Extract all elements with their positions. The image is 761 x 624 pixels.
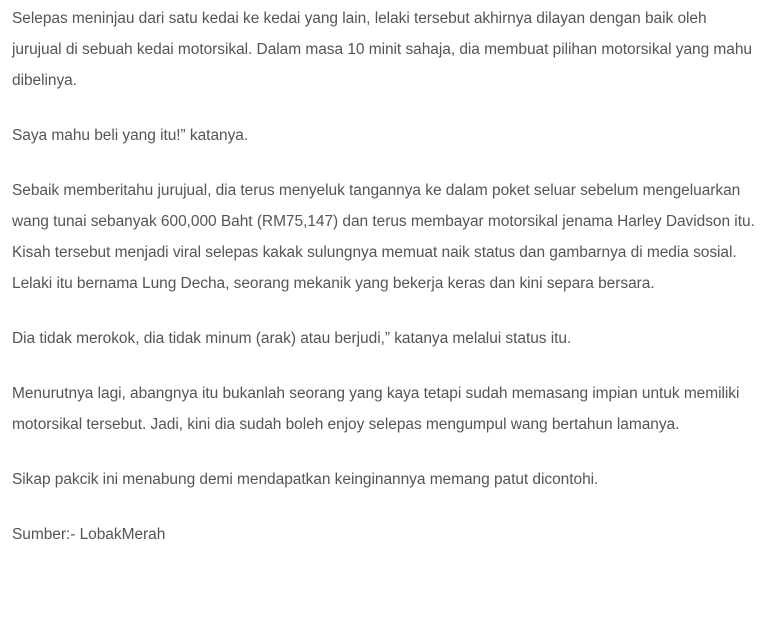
paragraph-intro: Selepas meninjau dari satu kedai ke kedai yang lain, lelaki tersebut akhirnya dilayan dengan baik oleh jurujual di sebuah kedai motorsikal. Dalam masa 10 minit sahaja, dia membuat pilihan motorsikal yang mahu dibelinya. bbox=[12, 10, 752, 89]
paragraph-quote: Saya mahu beli yang itu!” katanya. bbox=[12, 127, 249, 144]
source-credit: Sumber:- LobakMerah bbox=[12, 526, 166, 543]
paragraph-payment: Sebaik memberitahu jurujual, dia terus menyeluk tangannya ke dalam poket seluar sebelum mengeluarkan wang tunai sebanyak 600,000 Baht (RM75,147) dan terus membayar motorsikal jenama Harley Davidson itu. bbox=[12, 182, 755, 230]
paragraph-conclusion: Sikap pakcik ini menabung demi mendapatkan keinginannya memang patut dicontohi. bbox=[12, 471, 599, 488]
paragraph-viral: Kisah tersebut menjadi viral selepas kakak sulungnya memuat naik status dan gambarnya di media sosial. Lelaki itu bernama Lung Decha, seorang mekanik yang bekerja keras dan kini separa bersara. bbox=[12, 244, 737, 292]
paragraph-status-quote: Dia tidak merokok, dia tidak minum (arak) atau berjudi,” katanya melalui status itu. bbox=[12, 330, 572, 347]
article-body bbox=[12, 3, 757, 550]
paragraph-dream: Menurutnya lagi, abangnya itu bukanlah seorang yang kaya tetapi sudah memasang impian untuk memiliki motorsikal tersebut. Jadi, kini dia sudah boleh enjoy selepas mengumpul wang bertahun lamanya. bbox=[12, 385, 740, 433]
